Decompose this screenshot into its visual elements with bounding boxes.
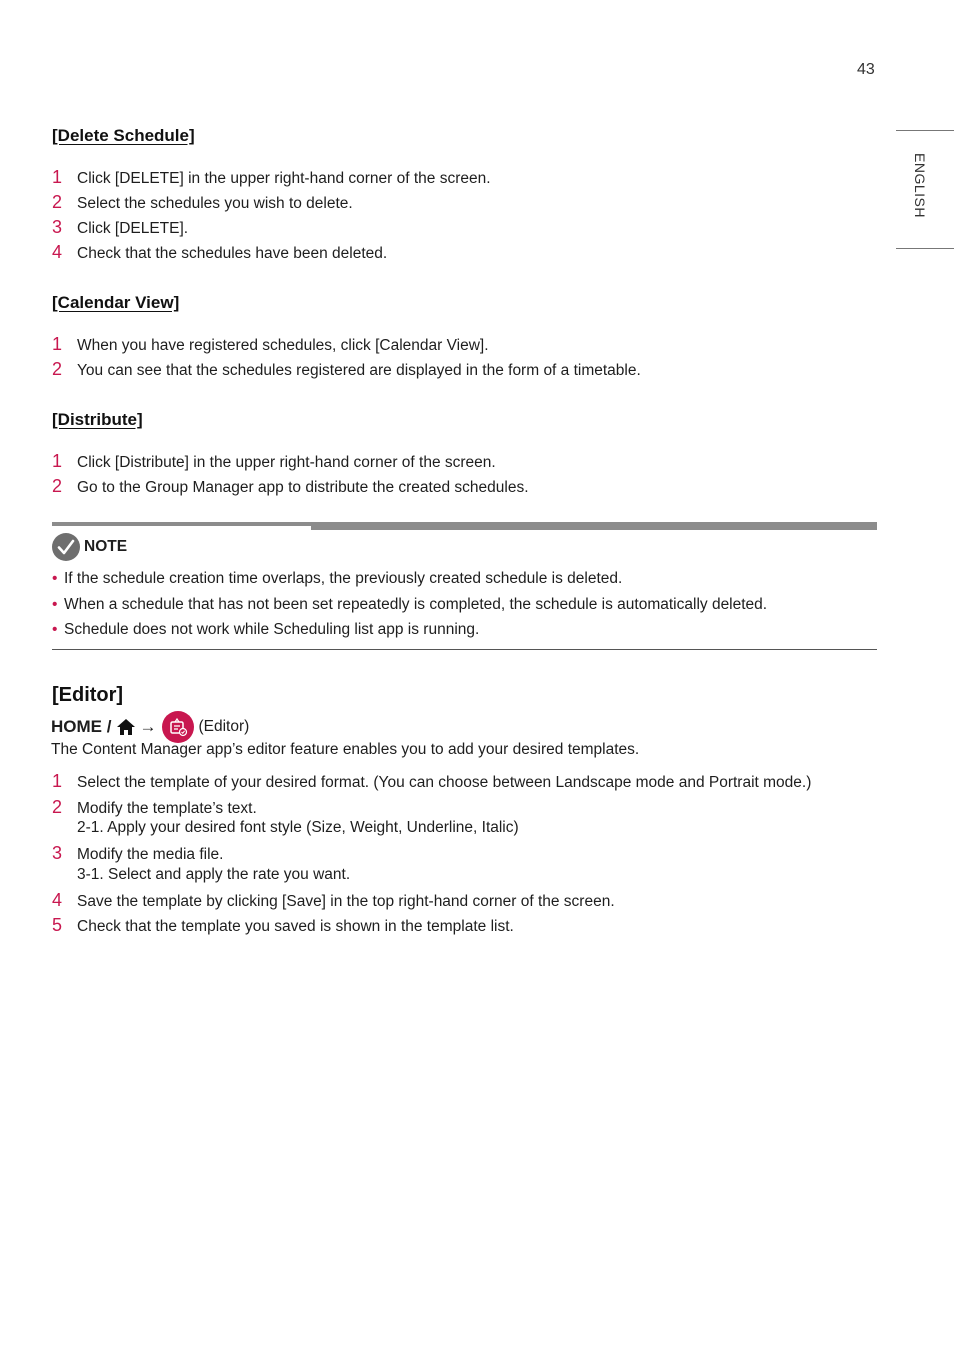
step-item xyxy=(52,843,223,864)
step-number: 1 xyxy=(52,167,63,187)
step-item xyxy=(52,167,491,188)
step-item xyxy=(52,476,529,497)
calendar-view-heading: [Calendar View] xyxy=(52,293,180,312)
note-item: • When a schedule that has not been set repeatedly is completed, the schedule is automatically deleted. xyxy=(52,596,768,613)
arrow-icon: → xyxy=(139,717,157,736)
note-divider-top-thick xyxy=(311,522,877,530)
step-number: 5 xyxy=(52,915,63,935)
step-text: Click [DELETE] in the upper right-hand corner of the screen. xyxy=(77,170,491,187)
step-text: When you have registered schedules, click [Calendar View]. xyxy=(77,337,489,354)
step-text: Select the schedules you wish to delete. xyxy=(77,195,353,212)
step-number: 1 xyxy=(52,334,63,354)
step-item xyxy=(52,242,387,263)
step-text: Click [DELETE]. xyxy=(77,220,189,237)
step-number: 2 xyxy=(52,797,63,817)
step-item xyxy=(52,451,496,472)
step-text: Save the template by clicking [Save] in the top right-hand corner of the screen. xyxy=(77,893,615,910)
note-divider-top xyxy=(52,522,311,526)
step-item xyxy=(52,192,353,213)
note-divider-bottom xyxy=(52,649,877,650)
language-label: ENGLISH xyxy=(912,153,928,218)
editor-app-icon xyxy=(162,711,194,743)
step-text: Check that the template you saved is shown in the template list. xyxy=(77,918,514,935)
step-text: Modify the media file. xyxy=(77,846,224,863)
step-item xyxy=(52,915,514,936)
step-number: 3 xyxy=(52,843,63,863)
substep-text: 3-1. Select and apply the rate you want. xyxy=(77,866,351,883)
step-text: Go to the Group Manager app to distribute the created schedules. xyxy=(77,479,529,496)
note-item: • If the schedule creation time overlaps, the previously created schedule is deleted. xyxy=(52,570,623,587)
step-number: 2 xyxy=(52,476,63,496)
step-number: 1 xyxy=(52,771,63,791)
page-number: 43 xyxy=(857,61,875,78)
step-number: 2 xyxy=(52,359,63,379)
home-icon xyxy=(115,718,137,736)
step-text: Click [Distribute] in the upper right-hand corner of the screen. xyxy=(77,454,496,471)
step-text: You can see that the schedules registered are displayed in the form of a timetable. xyxy=(77,362,641,379)
distribute-heading: [Distribute] xyxy=(52,410,143,429)
step-number: 1 xyxy=(52,451,63,471)
step-item xyxy=(52,771,811,792)
note-item-text: Schedule does not work while Scheduling list app is running. xyxy=(64,621,480,638)
step-item xyxy=(52,797,257,818)
language-tab xyxy=(896,130,954,249)
step-item xyxy=(52,217,188,238)
home-label: HOME / xyxy=(51,717,112,736)
step-text: Check that the schedules have been deleted. xyxy=(77,245,388,262)
editor-heading: [Editor] xyxy=(52,684,124,706)
note-header xyxy=(52,533,127,561)
navigation-path xyxy=(51,711,249,743)
editor-intro: The Content Manager app’s editor feature enables you to add your desired templates. xyxy=(51,741,640,758)
step-text: Select the template of your desired format. (You can choose between Landscape mode and Portrait mode.) xyxy=(77,774,812,791)
step-item xyxy=(52,890,615,911)
step-text: Modify the template’s text. xyxy=(77,800,257,817)
note-item: • Schedule does not work while Scheduling list app is running. xyxy=(52,621,480,638)
step-item xyxy=(52,334,489,355)
note-item-text: If the schedule creation time overlaps, the previously created schedule is deleted. xyxy=(64,570,623,587)
note-title: NOTE xyxy=(84,538,128,555)
substep-text: 2-1. Apply your desired font style (Size, Weight, Underline, Italic) xyxy=(77,819,519,836)
check-circle-icon xyxy=(52,533,80,561)
delete-schedule-heading: [Delete Schedule] xyxy=(52,126,195,145)
step-number: 2 xyxy=(52,192,63,212)
step-number: 4 xyxy=(52,890,63,910)
step-number: 4 xyxy=(52,242,63,262)
step-item xyxy=(52,359,641,380)
editor-label: (Editor) xyxy=(198,718,250,735)
note-item-text: When a schedule that has not been set repeatedly is completed, the schedule is automatically deleted. xyxy=(64,596,768,613)
step-number: 3 xyxy=(52,217,63,237)
